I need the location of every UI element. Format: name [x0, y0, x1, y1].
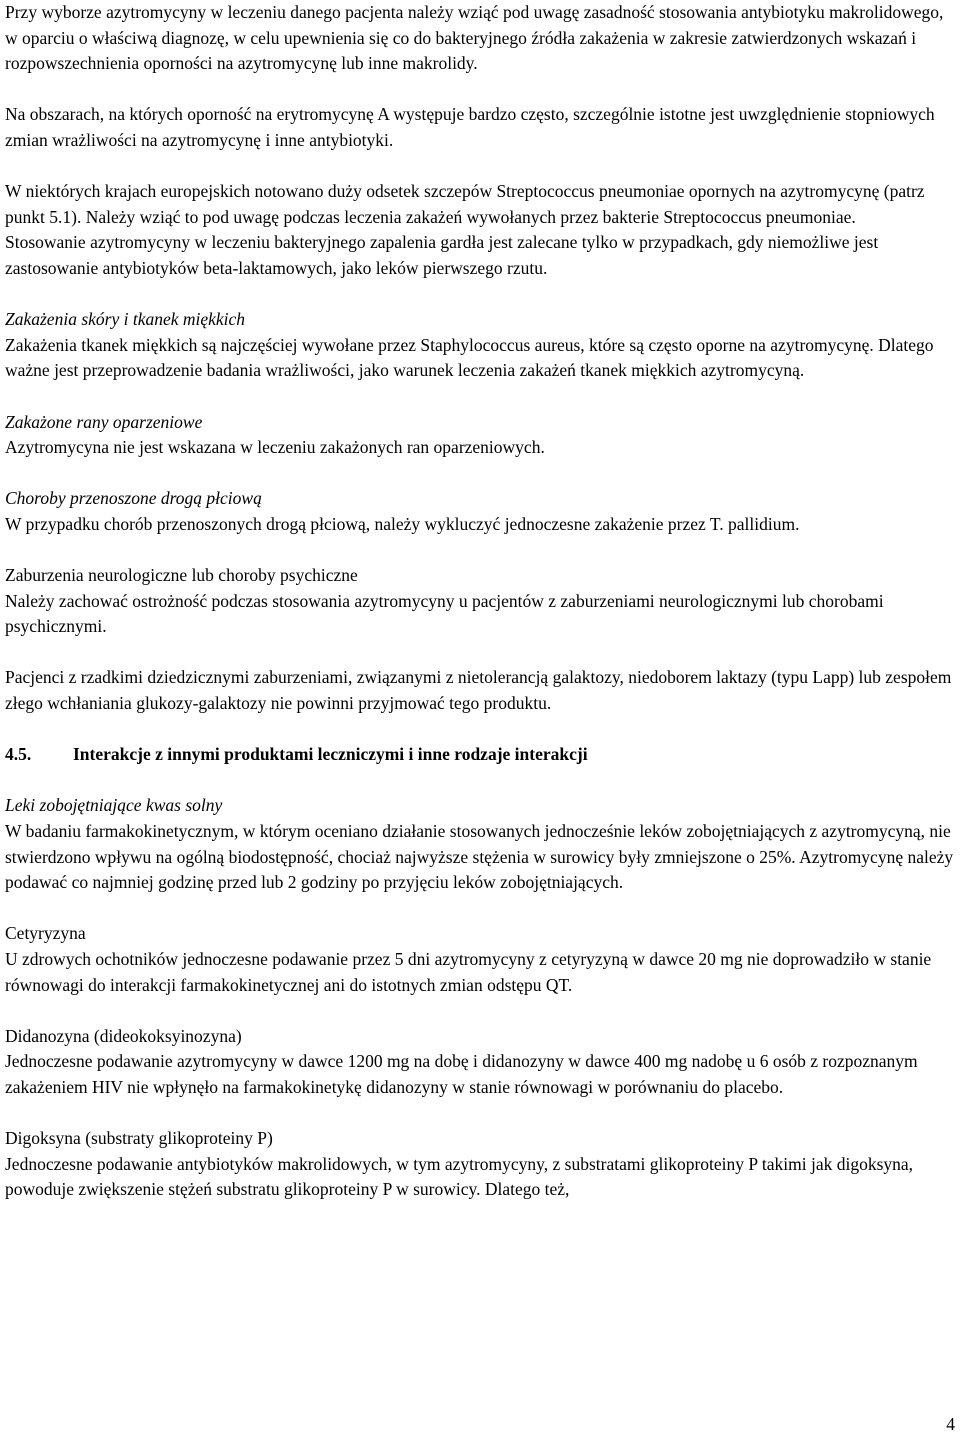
paragraph-macrolide-choice: Przy wyborze azytromycyny w leczeniu danego pacjenta należy wziąć pod uwagę zasadność stosowania antybiotyku makrolidowego, w oparciu o właściwą diagnozę, w celu upewnienia się co do bakteryjnego źródła zakażenia w zakresie zatwierdzonych wskazań i rozpowszechnienia oporności na azytromycynę lub inne makrolidy. [5, 2, 944, 74]
interaction-antacids [5, 793, 955, 895]
subsection-std [5, 486, 955, 537]
paragraph-erythromycin-resistance: Na obszarach, na których oporność na erytromycynę A występuje bardzo często, szczególnie istotne jest uwzględnienie stopniowych zmian wrażliwości na azytromycynę i inne antybiotyki. [5, 104, 935, 150]
section-title: Interakcje z innymi produktami leczniczymi i inne rodzaje interakcji [73, 744, 588, 765]
subsection-body: W przypadku chorób przenoszonych drogą płciową, należy wykluczyć jednoczesne zakażenie przez T. pallidium. [5, 513, 800, 534]
subsection-heading: Zaburzenia neurologiczne lub choroby psychiczne [5, 565, 358, 586]
interaction-heading: Cetyryzyna [5, 923, 86, 944]
interaction-digoxin [5, 1126, 955, 1203]
subsection-body: Azytromycyna nie jest wskazana w leczeniu zakażonych ran oparzeniowych. [5, 437, 545, 458]
interaction-heading: Didanozyna (dideokoksyinozyna) [5, 1025, 242, 1046]
interaction-cetirizine [5, 921, 955, 998]
page-number: 4 [946, 1414, 955, 1435]
subsection-skin-infections [5, 307, 955, 384]
subsection-body: Zakażenia tkanek miękkich są najczęściej wywołane przez Staphylococcus aureus, które są często oporne na azytromycynę. Dlatego ważne jest przeprowadzenie badania wrażliwości, jako warunek leczenia zakażeń tkanek miękkich azytromycyną. [5, 334, 934, 381]
paragraph-pharyngitis: Stosowanie azytromycyny w leczeniu bakteryjnego zapalenia gardła jest zalecane tylko w przypadkach, gdy niemożliwe jest zastosowanie antybiotyków beta-laktamowych, jako leków pierwszego rzutu. [5, 232, 879, 278]
interaction-body: W badaniu farmakokinetycznym, w którym oceniano działanie stosowanych jednocześnie leków zobojętniających z azytromycyną, nie stwierdzono wpływu na ogólną biodostępność, chociaż najwyższe stężenia w surowicy były zmniejszone o 25%. Azytromycynę należy podawać co najmniej godzinę przed lub 2 godziny po przyjęciu leków zobojętniających. [5, 821, 954, 893]
interaction-heading: Leki zobojętniające kwas solny [5, 795, 223, 816]
subsection-burn-wounds [5, 410, 955, 461]
subsection-heading: Choroby przenoszone drogą płciową [5, 488, 262, 509]
section-number: 4.5. [5, 744, 32, 765]
document-page [5, 0, 955, 1203]
paragraph-lactose-intolerance: Pacjenci z rzadkimi dziedzicznymi zaburzeniami, związanymi z nietolerancją galaktozy, niedoborem laktazy (typu Lapp) lub zespołem złego wchłaniania glukozy-galaktozy nie powinni przyjmować tego produktu. [5, 667, 952, 714]
subsection-neurological [5, 563, 955, 640]
section-heading [5, 742, 955, 768]
interaction-body: Jednoczesne podawanie azytromycyny w dawce 1200 mg na dobę i didanozyny w dawce 400 mg nadobę u 6 osób z rozpoznanym zakażeniem HIV nie wpłynęło na farmakokinetykę didanozyny w stanie równowagi w porównaniu do placebo. [5, 1051, 918, 1097]
subsection-heading: Zakażone rany oparzeniowe [5, 411, 203, 432]
interaction-heading: Digoksyna (substraty glikoproteiny P) [5, 1128, 273, 1149]
interaction-body: Jednoczesne podawanie antybiotyków makrolidowych, w tym azytromycyny, z substratami glikoproteiny P takimi jak digoksyna, powoduje zwiększenie stężeń substratu glikoproteiny P w surowicy. Dlatego też, [5, 1153, 914, 1200]
interaction-body: U zdrowych ochotników jednoczesne podawanie przez 5 dni azytromycyny z cetyryzyną w dawce 20 mg nie doprowadziło w stanie równowagi do interakcji farmakokinetycznej ani do istotnych zmian odstępu QT. [5, 948, 932, 995]
subsection-heading: Zakażenia skóry i tkanek miękkich [5, 309, 246, 330]
interaction-didanosine [5, 1024, 955, 1101]
subsection-body: Należy zachować ostrożność podczas stosowania azytromycyny u pacjentów z zaburzeniami neurologicznymi lub chorobami psychicznymi. [5, 590, 884, 637]
paragraph-streptococcus: W niektórych krajach europejskich notowano duży odsetek szczepów Streptococcus pneumoniae opornych na azytromycynę (patrz punkt 5.1). Należy wziąć to pod uwagę podczas leczenia zakażeń wywołanych przez bakterie Streptococcus pneumoniae. [5, 181, 925, 227]
